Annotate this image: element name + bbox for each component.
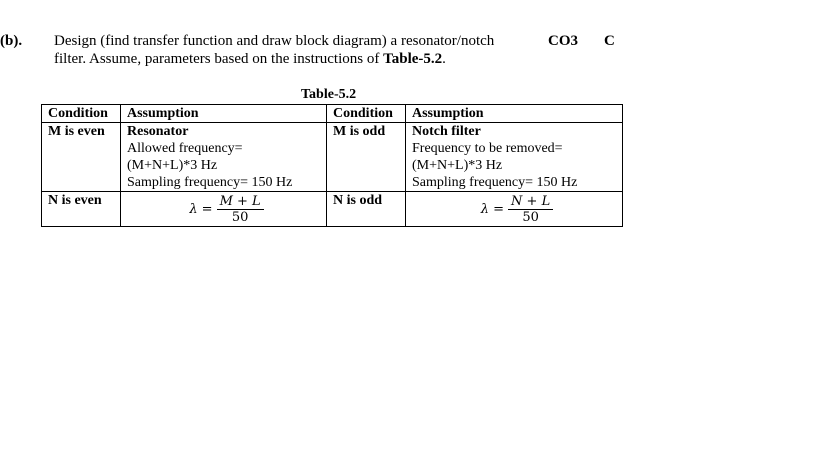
question-text-line1: Design (find transfer function and draw block diagram) a resonator/notch (54, 33, 495, 49)
header-condition-left: Condition (42, 105, 121, 123)
header-condition-right: Condition (327, 105, 406, 123)
fraction-right-numerator: N + L (508, 194, 553, 210)
cell-m-even: M is even (42, 123, 121, 192)
cell-m-odd: M is odd (327, 123, 406, 192)
sampling-frequency-right: Sampling frequency= 150 Hz (412, 175, 578, 190)
fraction-right-denominator: 50 (522, 209, 539, 225)
sampling-frequency-left: Sampling frequency= 150 Hz (127, 175, 293, 190)
fraction-left-denominator: 50 (231, 209, 249, 225)
question-text-line2 (54, 51, 446, 68)
fraction-right (508, 194, 553, 225)
assumption-table (41, 104, 623, 227)
question-text-prefix: filter. Assume, parameters based on the instructions of (54, 51, 384, 67)
table-reference: Table-5.2 (383, 51, 443, 67)
table-row (42, 192, 623, 227)
lambda-formula-right (412, 192, 622, 226)
cell-lambda-right (406, 192, 623, 227)
allowed-frequency-value: (M+N+L)*3 Hz (127, 158, 218, 173)
table-caption: Table-5.2 (301, 87, 357, 102)
cell-n-even: N is even (42, 192, 121, 227)
lambda-symbol-right: λ = (480, 201, 505, 217)
fraction-left (217, 194, 264, 225)
removed-frequency-label: Frequency to be removed= (412, 141, 563, 156)
removed-frequency-value: (M+N+L)*3 Hz (412, 158, 503, 173)
resonator-title: Resonator (127, 124, 189, 139)
notch-title: Notch filter (412, 124, 481, 139)
lambda-symbol-left: λ = (189, 201, 213, 217)
fraction-left-numerator: M + L (217, 194, 264, 210)
cognitive-level: C (604, 33, 615, 49)
cell-resonator (121, 123, 327, 192)
header-assumption-right: Assumption (406, 105, 623, 123)
question-label: (b). (0, 33, 23, 49)
lambda-formula-left (127, 192, 326, 226)
cell-n-odd: N is odd (327, 192, 406, 227)
cell-notch (406, 123, 623, 192)
table-header-row (42, 105, 623, 123)
allowed-frequency-label: Allowed frequency= (127, 141, 243, 156)
course-outcome: CO3 (548, 33, 578, 49)
header-assumption-left: Assumption (121, 105, 327, 123)
question-text-suffix: . (442, 51, 446, 67)
table-row (42, 123, 623, 192)
cell-lambda-left (121, 192, 327, 227)
